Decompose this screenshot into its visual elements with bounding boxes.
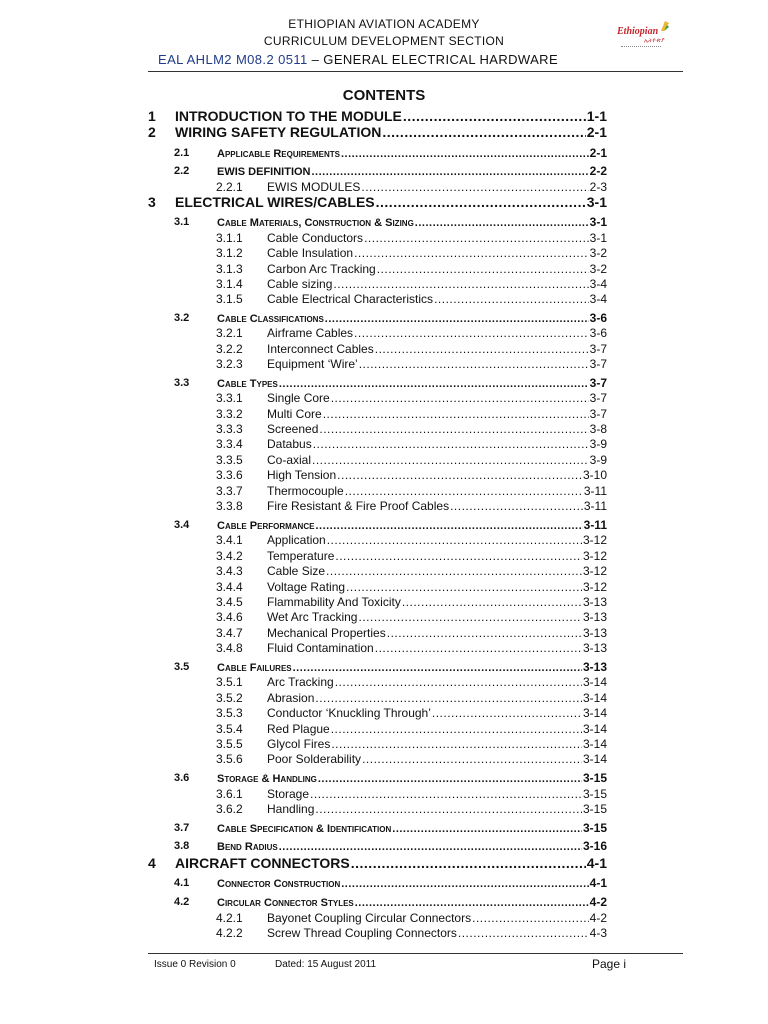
toc-dot-leader — [346, 579, 582, 595]
toc-dot-leader — [361, 179, 588, 195]
toc-entry-page: 3-13 — [582, 595, 607, 609]
toc-dot-leader — [402, 594, 582, 610]
toc-dot-leader — [318, 771, 582, 787]
toc-entry-number: 3.1.2 — [216, 246, 243, 260]
toc-entry-page: 3-7 — [589, 342, 607, 356]
toc-entry-title: Temperature — [267, 549, 335, 563]
toc-dot-leader — [319, 421, 588, 437]
toc-entry-level-2[interactable] — [174, 770, 607, 786]
toc-entry-page: 3-14 — [582, 737, 607, 751]
toc-entry-number: 4.2 — [174, 896, 190, 908]
toc-dot-leader — [358, 609, 581, 625]
toc-entry-title: Cable sizing — [267, 277, 333, 291]
toc-entry-title: Cable Types — [217, 378, 278, 390]
toc-entry-level-3[interactable] — [216, 532, 607, 548]
toc-dot-leader — [434, 291, 589, 307]
toc-entry-level-3[interactable] — [216, 245, 607, 261]
toc-entry-level-3[interactable] — [216, 579, 607, 595]
toc-entry-page: 3-14 — [582, 675, 607, 689]
toc-entry-number: 3.5.1 — [216, 675, 243, 689]
toc-dot-leader — [341, 146, 589, 162]
toc-dot-leader — [355, 895, 589, 911]
toc-entry-number: 3.1.1 — [216, 231, 243, 245]
toc-entry-number: 3.5.2 — [216, 691, 243, 705]
toc-dot-leader — [387, 625, 582, 641]
toc-dot-leader — [333, 276, 588, 292]
toc-entry-title: Flammability And Toxicity — [267, 595, 401, 609]
toc-dot-leader — [354, 245, 589, 261]
toc-entry-number: 3.3.4 — [216, 437, 243, 451]
toc-entry-title: Handling — [267, 802, 315, 816]
toc-entry-level-3[interactable] — [216, 751, 607, 767]
toc-dot-leader — [362, 751, 582, 767]
toc-entry-level-3[interactable] — [216, 910, 607, 926]
toc-dot-leader — [331, 736, 582, 752]
toc-entry-title: Storage & Handling — [217, 773, 317, 785]
toc-entry-title: Screw Thread Coupling Connectors — [267, 926, 457, 940]
toc-entry-level-3[interactable] — [216, 925, 607, 941]
toc-entry-number: 3.6 — [174, 772, 190, 784]
footer-issue: Issue 0 Revision 0 — [154, 959, 236, 970]
toc-entry-page: 3-1 — [586, 194, 607, 210]
footer-page-number: Page i — [592, 957, 627, 971]
toc-entry-title: Cable Performance — [217, 520, 315, 532]
toc-dot-leader — [335, 674, 582, 690]
toc-entry-number: 3.2.3 — [216, 357, 243, 371]
toc-entry-number: 1 — [148, 108, 156, 124]
toc-entry-title: Cable Electrical Characteristics — [267, 292, 434, 306]
toc-dot-leader — [450, 498, 583, 514]
toc-entry-title: Mechanical Properties — [267, 626, 386, 640]
toc-entry-title: Co-axial — [267, 453, 312, 467]
toc-entry-level-3[interactable] — [216, 674, 607, 690]
toc-entry-level-3[interactable] — [216, 640, 607, 656]
toc-entry-title: Airframe Cables — [267, 326, 354, 340]
toc-dot-leader — [351, 855, 586, 871]
toc-entry-level-2[interactable] — [174, 838, 607, 854]
toc-dot-leader — [315, 690, 582, 706]
toc-entry-page: 3-7 — [589, 357, 607, 371]
toc-dot-leader — [341, 876, 588, 892]
toc-entry-title: Poor Solderability — [267, 752, 362, 766]
toc-entry-level-3[interactable] — [216, 483, 607, 499]
toc-entry-number: 3.2.1 — [216, 326, 243, 340]
toc-entry-level-3[interactable] — [216, 721, 607, 737]
toc-dot-leader — [354, 325, 589, 341]
toc-entry-page: 3-2 — [589, 246, 607, 260]
toc-entry-level-3[interactable] — [216, 179, 607, 195]
toc-entry-level-2[interactable] — [174, 375, 607, 391]
toc-entry-number: 3.4.6 — [216, 610, 243, 624]
toc-entry-number: 3.3.1 — [216, 391, 243, 405]
toc-entry-title: Wet Arc Tracking — [267, 610, 358, 624]
toc-entry-page: 4-2 — [589, 911, 607, 925]
toc-entry-number: 4 — [148, 855, 156, 871]
toc-entry-number: 3.6.2 — [216, 802, 243, 816]
toc-entry-title: WIRING SAFETY REGULATION — [175, 124, 382, 140]
toc-entry-page: 3-14 — [582, 722, 607, 736]
toc-entry-title: Fire Resistant & Fire Proof Cables — [267, 499, 450, 513]
toc-dot-leader — [326, 563, 582, 579]
toc-entry-number: 3.2 — [174, 312, 190, 324]
toc-entry-number: 3.5.3 — [216, 706, 243, 720]
toc-entry-number: 3.3.6 — [216, 468, 243, 482]
toc-entry-title: Databus — [267, 437, 312, 451]
toc-entry-number: 3.4.1 — [216, 533, 243, 547]
toc-entry-number: 3.4.5 — [216, 595, 243, 609]
toc-entry-level-3[interactable] — [216, 436, 607, 452]
toc-entry-level-2[interactable] — [174, 310, 607, 326]
toc-entry-title: Multi Core — [267, 407, 322, 421]
toc-entry-number: 3.3.3 — [216, 422, 243, 436]
toc-entry-level-3[interactable] — [216, 341, 607, 357]
toc-dot-leader — [472, 910, 589, 926]
toc-entry-page: 3-15 — [582, 771, 607, 785]
toc-entry-page: 3-2 — [589, 262, 607, 276]
toc-entry-page: 3-15 — [582, 802, 607, 816]
toc-entry-page: 3-7 — [589, 376, 607, 390]
toc-entry-title: Cable Failures — [217, 662, 292, 674]
toc-entry-level-3[interactable] — [216, 786, 607, 802]
toc-entry-number: 2.1 — [174, 147, 190, 159]
toc-entry-title: Equipment ‘Wire’ — [267, 357, 358, 371]
toc-entry-number: 4.2.1 — [216, 911, 243, 925]
toc-entry-level-3[interactable] — [216, 325, 607, 341]
toc-entry-page: 3-6 — [589, 311, 607, 325]
toc-entry-level-3[interactable] — [216, 609, 607, 625]
toc-dot-leader — [375, 640, 582, 656]
toc-entry-page: 1-1 — [586, 108, 607, 124]
toc-entry-title: Connector Construction — [217, 878, 341, 890]
toc-entry-title: Voltage Rating — [267, 580, 346, 594]
toc-entry-level-3[interactable] — [216, 498, 607, 514]
toc-entry-title: ELECTRICAL WIRES/CABLES — [175, 194, 375, 210]
toc-entry-number: 3.4.2 — [216, 549, 243, 563]
contents-title: CONTENTS — [342, 87, 426, 104]
toc-entry-level-3[interactable] — [216, 801, 607, 817]
document-code: EAL AHLM2 M08.2 0511 — [158, 52, 308, 67]
toc-entry-number: 3.5.5 — [216, 737, 243, 751]
toc-entry-level-1[interactable] — [148, 124, 607, 140]
toc-entry-page: 2-3 — [589, 180, 607, 194]
footer-date: Dated: 15 August 2011 — [275, 959, 377, 970]
toc-entry-title: Application — [267, 533, 326, 547]
toc-dot-leader — [312, 452, 589, 468]
toc-entry-title: Screened — [267, 422, 319, 436]
toc-entry-title: EWIS DEFINITION — [217, 166, 311, 178]
toc-entry-number: 3.4.3 — [216, 564, 243, 578]
toc-entry-page: 3-9 — [589, 437, 607, 451]
toc-dot-leader — [364, 230, 589, 246]
toc-entry-title: Red Plague — [267, 722, 330, 736]
toc-entry-level-3[interactable] — [216, 291, 607, 307]
toc-entry-number: 2.2.1 — [216, 180, 243, 194]
toc-entry-title: Conductor ‘Knuckling Through’ — [267, 706, 431, 720]
toc-entry-level-3[interactable] — [216, 563, 607, 579]
logo-wordmark: Ethiopian — [617, 26, 659, 37]
toc-entry-page: 3-15 — [582, 821, 607, 835]
toc-entry-title: EWIS MODULES — [267, 180, 361, 194]
toc-entry-title: Thermocouple — [267, 484, 344, 498]
toc-entry-level-1[interactable] — [148, 108, 607, 124]
toc-dot-leader — [312, 164, 589, 180]
toc-entry-title: Cable Insulation — [267, 246, 354, 260]
toc-entry-title: Interconnect Cables — [267, 342, 374, 356]
toc-entry-number: 3.4.7 — [216, 626, 243, 640]
toc-entry-level-2[interactable] — [174, 875, 607, 891]
toc-entry-level-2[interactable] — [174, 214, 607, 230]
toc-entry-number: 3.3.5 — [216, 453, 243, 467]
toc-entry-page: 3-7 — [589, 407, 607, 421]
toc-entry-level-2[interactable] — [174, 145, 607, 161]
toc-entry-level-3[interactable] — [216, 276, 607, 292]
toc-entry-level-1[interactable] — [148, 194, 607, 210]
toc-entry-page: 3-12 — [582, 564, 607, 578]
toc-dot-leader — [323, 406, 589, 422]
toc-entry-level-3[interactable] — [216, 390, 607, 406]
toc-entry-page: 2-1 — [589, 146, 607, 160]
toc-dot-leader — [377, 261, 589, 277]
toc-entry-number: 3.1 — [174, 216, 190, 228]
toc-entry-number: 4.2.2 — [216, 926, 243, 940]
toc-entry-number: 3.7 — [174, 822, 190, 834]
toc-entry-page: 3-13 — [582, 641, 607, 655]
toc-entry-number: 3.3.2 — [216, 407, 243, 421]
toc-entry-page: 3-1 — [589, 231, 607, 245]
toc-entry-page: 3-9 — [589, 453, 607, 467]
header-academy-name: ETHIOPIAN AVIATION ACADEMY — [288, 17, 480, 31]
toc-entry-page: 3-15 — [582, 787, 607, 801]
toc-entry-title: Carbon Arc Tracking — [267, 262, 376, 276]
toc-entry-level-1[interactable] — [148, 855, 607, 871]
toc-entry-number: 3.5.4 — [216, 722, 243, 736]
toc-entry-number: 4.1 — [174, 877, 190, 889]
toc-entry-title: Glycol Fires — [267, 737, 331, 751]
toc-entry-page: 3-4 — [589, 277, 607, 291]
toc-entry-level-3[interactable] — [216, 594, 607, 610]
toc-entry-level-3[interactable] — [216, 406, 607, 422]
toc-dot-leader — [392, 821, 582, 837]
toc-entry-page: 2-2 — [589, 164, 607, 178]
toc-entry-number: 3.6.1 — [216, 787, 243, 801]
toc-entry-page: 4-3 — [589, 926, 607, 940]
document-title-text: – GENERAL ELECTRICAL HARDWARE — [307, 52, 559, 67]
toc-dot-leader — [376, 194, 586, 210]
toc-entry-title: Circular Connector Styles — [217, 897, 354, 909]
toc-entry-page: 3-4 — [589, 292, 607, 306]
toc-dot-leader — [403, 108, 586, 124]
toc-entry-level-3[interactable] — [216, 548, 607, 564]
toc-entry-page: 3-12 — [582, 580, 607, 594]
toc-entry-title: Cable Materials, Construction & Sizing — [217, 217, 414, 229]
header-section-name: CURRICULUM DEVELOPMENT SECTION — [263, 34, 505, 48]
toc-entry-title: Storage — [267, 787, 310, 801]
toc-entry-page: 3-13 — [582, 660, 607, 674]
toc-dot-leader — [345, 483, 583, 499]
toc-entry-page: 3-1 — [589, 215, 607, 229]
toc-entry-number: 3.1.4 — [216, 277, 243, 291]
toc-entry-level-3[interactable] — [216, 421, 607, 437]
toc-entry-title: Abrasion — [267, 691, 315, 705]
toc-entry-number: 3.4.4 — [216, 580, 243, 594]
toc-entry-page: 4-1 — [589, 876, 607, 890]
toc-entry-page: 3-11 — [583, 518, 607, 532]
toc-entry-number: 3.5.6 — [216, 752, 243, 766]
toc-entry-page: 3-11 — [583, 484, 607, 498]
toc-dot-leader — [359, 356, 589, 372]
toc-dot-leader — [335, 548, 582, 564]
toc-entry-page: 3-14 — [582, 706, 607, 720]
toc-entry-title: Bayonet Coupling Circular Connectors — [267, 911, 472, 925]
toc-dot-leader — [415, 215, 589, 231]
toc-entry-level-2[interactable] — [174, 517, 607, 533]
toc-entry-number: 3.4 — [174, 519, 190, 531]
toc-entry-title: Cable Conductors — [267, 231, 364, 245]
toc-entry-title: Cable Classifications — [217, 313, 324, 325]
toc-entry-level-3[interactable] — [216, 625, 607, 641]
toc-entry-number: 3.1.3 — [216, 262, 243, 276]
toc-dot-leader — [327, 532, 582, 548]
toc-entry-level-2[interactable] — [174, 820, 607, 836]
toc-entry-level-3[interactable] — [216, 230, 607, 246]
toc-entry-title: Applicable Requirements — [217, 148, 340, 160]
toc-entry-number: 3.3.7 — [216, 484, 243, 498]
toc-entry-page: 3-16 — [582, 839, 607, 853]
toc-entry-level-3[interactable] — [216, 261, 607, 277]
footer-rule — [148, 953, 683, 954]
toc-entry-title: Cable Specification & Identification — [217, 823, 392, 835]
toc-entry-level-3[interactable] — [216, 690, 607, 706]
toc-dot-leader — [458, 925, 589, 941]
toc-entry-page: 3-10 — [582, 468, 607, 482]
toc-dot-leader — [310, 786, 582, 802]
toc-entry-number: 3.1.5 — [216, 292, 243, 306]
toc-dot-leader — [279, 839, 582, 855]
toc-entry-title: Arc Tracking — [267, 675, 334, 689]
toc-entry-number: 3 — [148, 194, 156, 210]
toc-entry-number: 3.4.8 — [216, 641, 243, 655]
toc-dot-leader — [315, 801, 582, 817]
toc-entry-title: AIRCRAFT CONNECTORS — [175, 855, 350, 871]
toc-entry-level-3[interactable] — [216, 705, 607, 721]
toc-entry-page: 3-13 — [582, 610, 607, 624]
toc-dot-leader — [382, 124, 585, 140]
toc-entry-page: 4-1 — [586, 855, 607, 871]
toc-entry-level-3[interactable] — [216, 467, 607, 483]
toc-entry-level-3[interactable] — [216, 452, 607, 468]
toc-dot-leader — [331, 721, 582, 737]
toc-entry-number: 3.8 — [174, 840, 190, 852]
toc-entry-page: 3-6 — [589, 326, 607, 340]
toc-entry-level-2[interactable] — [174, 659, 607, 675]
toc-dot-leader — [337, 467, 582, 483]
toc-entry-title: INTRODUCTION TO THE MODULE — [175, 108, 402, 124]
toc-entry-page: 3-12 — [582, 549, 607, 563]
toc-entry-level-2[interactable] — [174, 894, 607, 910]
toc-entry-page: 3-7 — [589, 391, 607, 405]
toc-entry-level-3[interactable] — [216, 356, 607, 372]
toc-entry-number: 2 — [148, 124, 156, 140]
toc-entry-page: 4-2 — [589, 895, 607, 909]
toc-entry-page: 3-14 — [582, 691, 607, 705]
toc-entry-number: 2.2 — [174, 165, 190, 177]
toc-dot-leader — [313, 436, 589, 452]
toc-entry-title: Single Core — [267, 391, 330, 405]
toc-entry-number: 3.5 — [174, 661, 190, 673]
toc-entry-title: High Tension — [267, 468, 337, 482]
toc-entry-page: 3-12 — [582, 533, 607, 547]
toc-dot-leader — [432, 705, 582, 721]
toc-entry-page: 3-14 — [582, 752, 607, 766]
toc-entry-title: Fluid Contamination — [267, 641, 374, 655]
logo-amharic: ኢትዮጵያ — [644, 38, 665, 44]
toc-entry-level-3[interactable] — [216, 736, 607, 752]
toc-entry-number: 3.3.8 — [216, 499, 243, 513]
toc-entry-title: Cable Size — [267, 564, 326, 578]
toc-entry-page: 3-8 — [589, 422, 607, 436]
toc-entry-title: Bend Radius — [217, 841, 278, 853]
toc-entry-page: 3-13 — [582, 626, 607, 640]
toc-dot-leader — [331, 390, 589, 406]
toc-entry-level-2[interactable] — [174, 163, 607, 179]
toc-entry-page: 3-11 — [583, 499, 607, 513]
toc-entry-number: 3.3 — [174, 377, 190, 389]
toc-entry-page: 2-1 — [586, 124, 607, 140]
toc-dot-leader — [375, 341, 589, 357]
toc-entry-number: 3.2.2 — [216, 342, 243, 356]
